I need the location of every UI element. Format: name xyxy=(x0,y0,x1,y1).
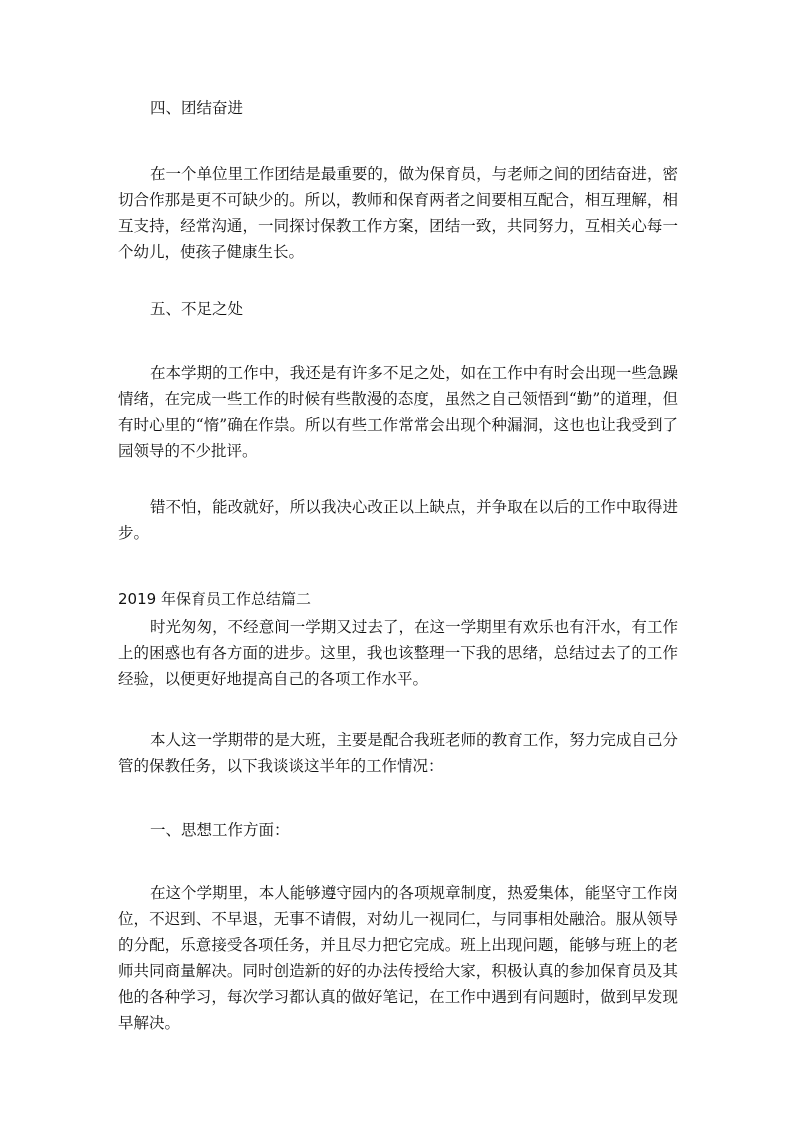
article-title-part2: 2019 年保育员工作总结篇二 xyxy=(118,590,311,608)
paragraph-shortcomings: 在本学期的工作中，我还是有许多不足之处，如在工作中有时会出现一些急躁情绪，在完成一些工作的时候有些散漫的态度，虽然之自己领悟到“勤”的道理，但有时心里的“惰”确在作祟。所以有些工作常常会出现个种漏洞，这也也让我受到了园领导的不少批评。 xyxy=(118,364,678,460)
paragraph-class-duty: 本人这一学期带的是大班，主要是配合我班老师的教育工作，努力完成自己分管的保教任务，以下我谈谈这半年的工作情况： xyxy=(118,731,678,775)
paragraph-thought-work: 在这个学期里，本人能够遵守园内的各项规章制度，热爱集体，能坚守工作岗位，不迟到、不早退，无事不请假，对幼儿一视同仁，与同事相处融洽。服从领导的分配，乐意接受各项任务，并且尽力把它完成。班上出现问题，能够与班上的老师共同商量解决。同时创造新的好的办法传授给大家，积极认真的参加保育员及其他的各种学习，每次学习都认真的做好笔记，在工作中遇到有问题时，做到早发现早解决。 xyxy=(118,884,678,1032)
paragraph-resolve: 错不怕，能改就好，所以我决心改正以上缺点，并争取在以后的工作中取得进步。 xyxy=(118,498,678,542)
section-heading-unity: 四、团结奋进 xyxy=(150,99,244,117)
section-heading-thought-work: 一、思想工作方面： xyxy=(150,821,290,839)
paragraph-unity: 在一个单位里工作团结是最重要的，做为保育员，与老师之间的团结奋进，密切合作那是更不可缺少的。所以，教师和保育两者之间要相互配合，相互理解，相互支持，经常沟通，一同探讨保教工作方案，团结一致，共同努力，互相关心每一个幼儿，使孩子健康生长。 xyxy=(118,165,678,261)
paragraph-intro-part2: 时光匆匆，不经意间一学期又过去了，在这一学期里有欢乐也有汗水，有工作上的困惑也有各方面的进步。这里，我也该整理一下我的思绪，总结过去了的工作经验，以便更好地提高自己的各项工作水平。 xyxy=(118,618,678,688)
section-heading-shortcomings: 五、不足之处 xyxy=(150,300,244,318)
